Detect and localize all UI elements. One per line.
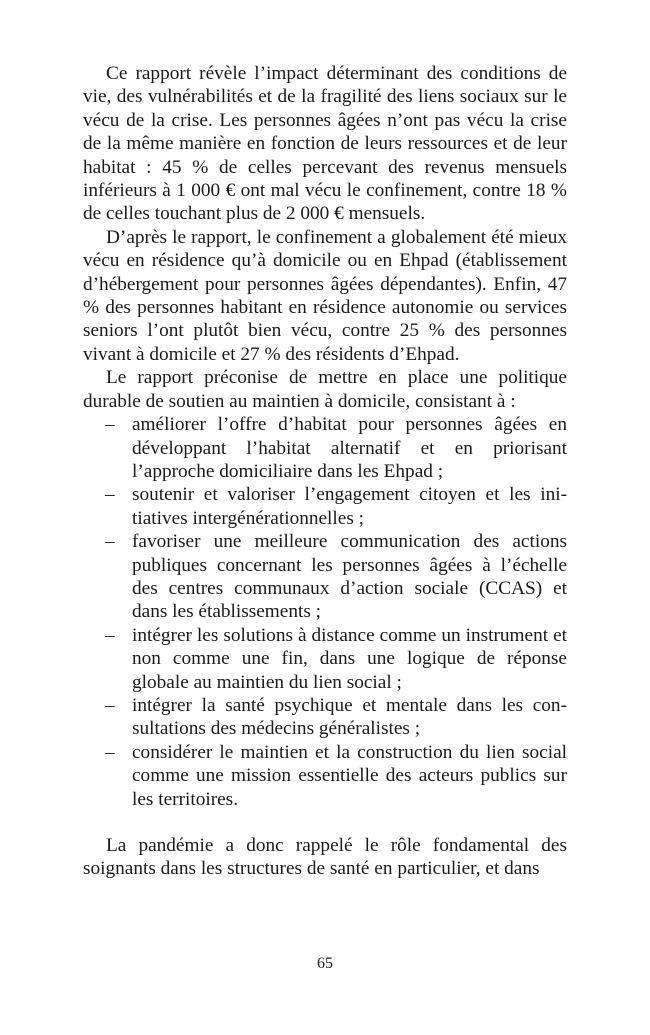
list-item	[83, 694, 567, 741]
bullet-dash: –	[105, 694, 115, 716]
section-break	[83, 811, 567, 834]
bullet-dash: –	[105, 414, 115, 436]
page-body	[83, 62, 567, 881]
bullet-dash: –	[105, 624, 115, 646]
list-item	[83, 413, 567, 483]
bullet-dash: –	[105, 531, 115, 553]
bullet-dash: –	[105, 484, 115, 506]
paragraph-1: Ce rapport révèle l’impact déterminant des conditions de vie, des vulnérabilités et de la fragilité des liens sociaux sur le vécu de la crise. Les personnes âgées n’ont pas vécu la crise de la même manière en fonction de leurs ressources et de leur habitat : 45 % de celles percevant des revenus mensuels inférieurs à 1 000 € ont mal vécu le confinement, contre 18 % de celles touchant plus de 2 000 € mensuels.	[83, 63, 567, 225]
list-item	[83, 530, 567, 624]
bullet-dash: –	[105, 741, 115, 763]
list-item	[83, 483, 567, 530]
list-item-text: améliorer l’offre d’habitat pour personnes âgées en développant l’habitat alternatif et en priorisant l’approche domiciliaire dans les Ehpad ;	[132, 414, 567, 482]
paragraph-3: Le rapport préconise de mettre en place une politique durable de soutien au maintien à domicile, consistant à :	[83, 367, 567, 412]
list-item-text: intégrer les solutions à distance comme un instrument et non comme une fin, dans une logique de réponse globale au maintien du lien social ;	[132, 624, 567, 693]
closing-paragraph: La pandémie a donc rappelé le rôle fondamental des soignants dans les structures de santé en particulier, et dans	[83, 835, 567, 880]
page-number: 65	[317, 955, 333, 972]
list-item-text: soutenir et valoriser l’engagement citoyen et les initiatives intergénérationnelles ;	[132, 484, 567, 529]
recommendations-list	[83, 413, 567, 811]
list-item-text: favoriser une meilleure communication des actions publiques concernant les personnes âgées à l’échelle des centres communaux d’action sociale (CCAS) et dans les établissements ;	[132, 531, 567, 623]
list-item	[83, 624, 567, 694]
list-item	[83, 741, 567, 811]
list-item-text: intégrer la santé psychique et mentale dans les consultations des médecins généralistes ;	[132, 694, 567, 740]
list-item-text: considérer le maintien et la construction du lien social comme une mission essentielle des acteurs publics sur les territoires.	[132, 741, 567, 810]
paragraph-2: D’après le rapport, le confinement a globalement été mieux vécu en résidence qu’à domicile ou en Ehpad (établissement d’hébergement pour personnes âgées dépendantes). Enfin, 47 % des personnes habitant en résidence autonomie ou services seniors l’ont plutôt bien vécu, contre 25 % des personnes vivant à domicile et 27 % des résidents d’Ehpad.	[83, 226, 567, 365]
